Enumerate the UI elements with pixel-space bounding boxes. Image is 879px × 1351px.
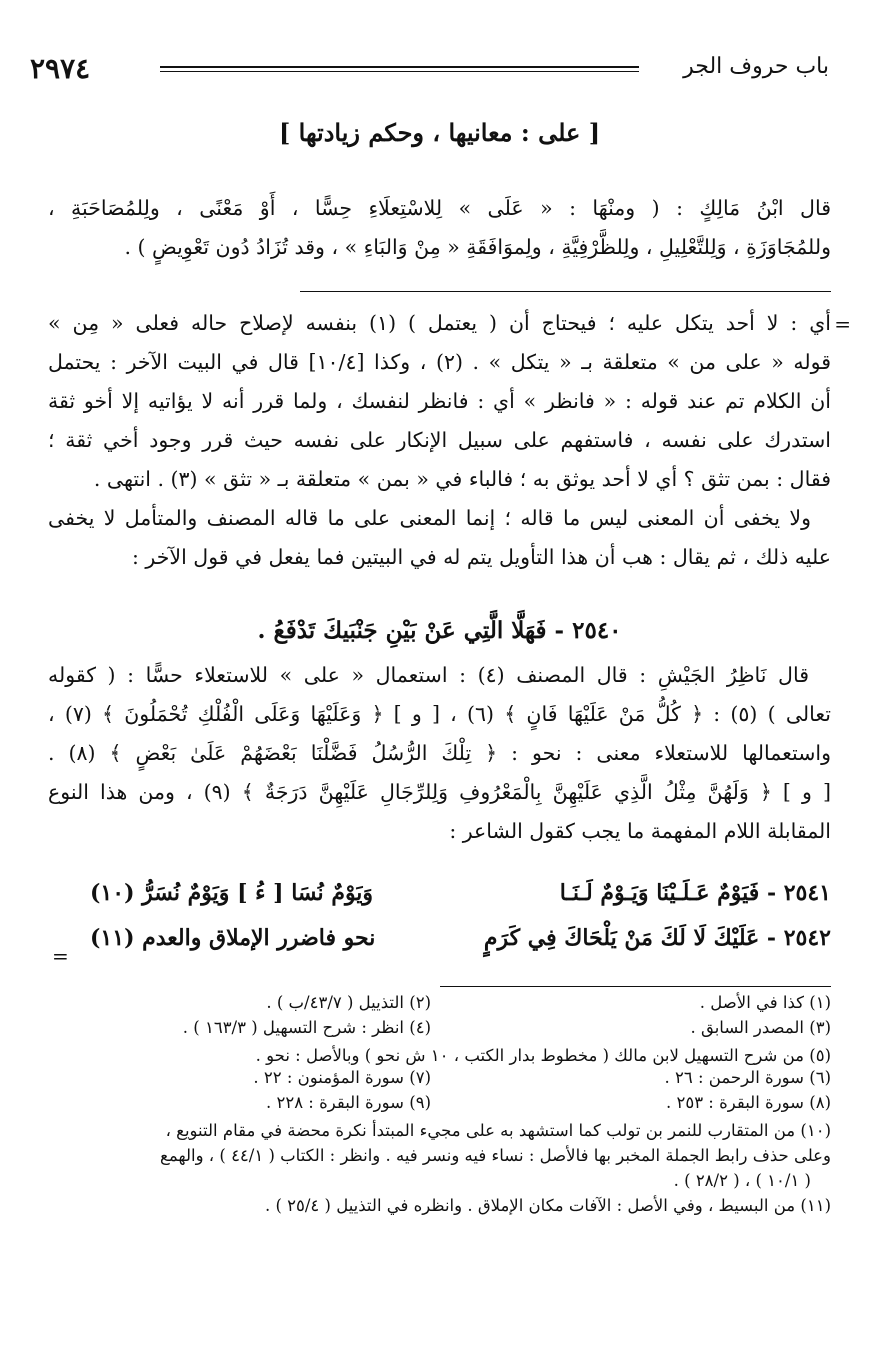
text-line: المقابلة اللام المفهمة ما يجب كقول الشاعر : (449, 819, 831, 843)
page-header (30, 52, 829, 86)
footnote: (٥) من شرح التسهيل لابن مالك ( مخطوط بدار الكتب ، ١٠ ش نحو ) وبالأصل : نحو . (255, 1046, 831, 1065)
verse-2541 (90, 880, 831, 916)
verse-hemistich-second: وَيَوْمٌ نُسَا [ ءُ ] وَيَوْمٌ نُسَرُّ (١٠) (90, 880, 374, 906)
text-line: قال نَاظِرُ الجَيْشِ : قال المصنف (٤) : استعمال « على » للاستعلاء حسًّا : ( كقوله (48, 663, 809, 687)
text-line: ولا يخفى أن المعنى ليس ما قاله ؛ إنما المعنى على ما قاله المصنف والمتأمل لا يخفى (48, 506, 811, 530)
section-title: [ على : معانيها ، وحكم زيادتها ] (278, 118, 601, 147)
footnote-row (48, 1018, 831, 1043)
footnote: (٣) المصدر السابق . (690, 1018, 831, 1037)
footnote-line: وعلى حذف رابط الجملة المخبر بها فالأصل : نساء فيه ونسر فيه . وانظر : الكتاب ( ٤٤/١ ) ، والهمع (160, 1146, 831, 1165)
verse-hemistich-first: ٢٥٤١ - فَيَوْمٌ عَـلَـيْنَا وَيَـوْمٌ لَـنَـا (559, 880, 831, 906)
footnote-line: ( ١٠/١ ) ، ( ٢٨/٢ ) . (673, 1171, 811, 1190)
ibn-malik-text (48, 189, 831, 267)
text-line: [ و ] ﴿ وَلَهُنَّ مِثْلُ الَّذِي عَلَيْهِنَّ بِالْمَعْرُوفِ وَلِلرِّجَالِ عَلَيْهِنَّ دَرَجَةٌ ﴾ (٩) ، ومن هذا النوع (48, 780, 831, 804)
footnote: (٤) انظر : شرح التسهيل ( ١٦٣/٣ ) . (182, 1018, 431, 1037)
text-line: تعالى ) (٥) : ﴿ كُلُّ مَنْ عَلَيْهَا فَانٍ ﴾ (٦) ، [ و ] ﴿ وَعَلَيْهَا وَعَلَى الْفُلْكِ تُحْمَلُونَ ﴾ (٧) ، (48, 702, 831, 726)
footnote: (٢) التذييل ( ٤٣/٧/ب ) . (266, 993, 431, 1012)
text-line: عليه ذلك ، ثم يقال : هب أن هذا التأويل يتم له في البيتين فما يفعل في قول الآخر : (132, 545, 831, 569)
continuation-mark-left: = (52, 944, 69, 968)
text-line: فقال : بمن تثق ؟ أي لا أحد يوثق به ؛ فالباء في « بمن » متعلقة بـ « تثق » (٣) . انتهى . (93, 467, 831, 491)
footnote-rule (440, 986, 831, 987)
text-line: وللمُجَاوَزَةِ ، وَلِلتَّعْلِيلِ ، ولِلظَّرْفِيَّةِ ، ولِموَافَقَةِ « مِنْ وَالبَاءِ » ، وقد تُزَادُ دُون تَعْوِيضٍ ) . (124, 235, 831, 259)
verse-hemistich-second: نحو فاضرر الإملاق والعدم (١١) (90, 925, 376, 951)
continuation-mark-right: = (834, 312, 851, 336)
verse-2540: ٢٥٤٠ - فَهَلَّا الَّتِي عَنْ بَيْنِ جَنْبَيكَ تَدْفَعُ . (257, 617, 622, 644)
commentary-text (48, 304, 831, 577)
header-rule (160, 66, 639, 72)
separator-rule (300, 291, 831, 292)
footnote-row (48, 1093, 831, 1118)
footnote: (١١) من البسيط ، وفي الأصل : الآفات مكان الإملاق . وانظره في التذييل ( ٢٥/٤ ) . (264, 1196, 831, 1215)
text-line: استدرك على نفسه ، فاستفهم على سبيل الإنكار على نفسه حيث قرر وجود أخي ثقة ؛ (48, 428, 831, 452)
footnote: (١) كذا في الأصل . (699, 993, 831, 1012)
footnote: (٧) سورة المؤمنون : ٢٢ . (253, 1068, 431, 1087)
footnote-row (48, 993, 831, 1018)
footnote: (٦) سورة الرحمن : ٢٦ . (664, 1068, 831, 1087)
running-title: باب حروف الجر (683, 54, 829, 79)
page-number: ٢٩٧٤ (30, 52, 91, 85)
text-line: واستعمالها للاستعلاء معنى : نحو : ﴿ تِلْكَ الرُّسُلُ فَضَّلْنَا بَعْضَهُمْ عَلَىٰ بَعْضٍ ﴾ (٨) . (48, 741, 831, 765)
text-line: أن الكلام تم عند قوله : « فانظر » أي : فانظر لنفسك ، ولما قرر أنه لا يؤاتيه إلا أخو ثقة (48, 389, 831, 413)
footnote: (٨) سورة البقرة : ٢٥٣ . (665, 1093, 831, 1112)
footnotes (48, 993, 831, 1218)
text-line: قوله « على من » متعلقة بـ « يتكل » . (٢) ، وكذا [١٠/٤] قال في البيت الآخر : يحتمل (48, 350, 831, 374)
nazir-text (48, 656, 831, 851)
footnote-line: (١٠) من المتقارب للنمر بن تولب كما استشهد به على مجيء المبتدأ نكرة محضة في مقام التنويع ، (165, 1121, 831, 1140)
text-line: أي : لا أحد يتكل عليه ؛ فيحتاج أن ( يعتمل ) (١) بنفسه لإصلاح حاله فعلى « مِن » (48, 311, 831, 335)
verse-2542 (90, 925, 831, 961)
text-line: قال ابْنُ مَالِكٍ : ( ومنْهَا : « عَلَى » لِلاسْتِعلَاءِ حِسًّا ، أَوْ مَعْنًى ، ولِلمُصَاحَبَةِ ، (48, 196, 831, 220)
verse-hemistich-first: ٢٥٤٢ - عَلَيْكَ لَا لَكَ مَنْ يَلْحَاكَ فِي كَرَمٍ (483, 925, 831, 951)
footnote: (٩) سورة البقرة : ٢٢٨ . (265, 1093, 431, 1112)
footnote-row (48, 1068, 831, 1093)
